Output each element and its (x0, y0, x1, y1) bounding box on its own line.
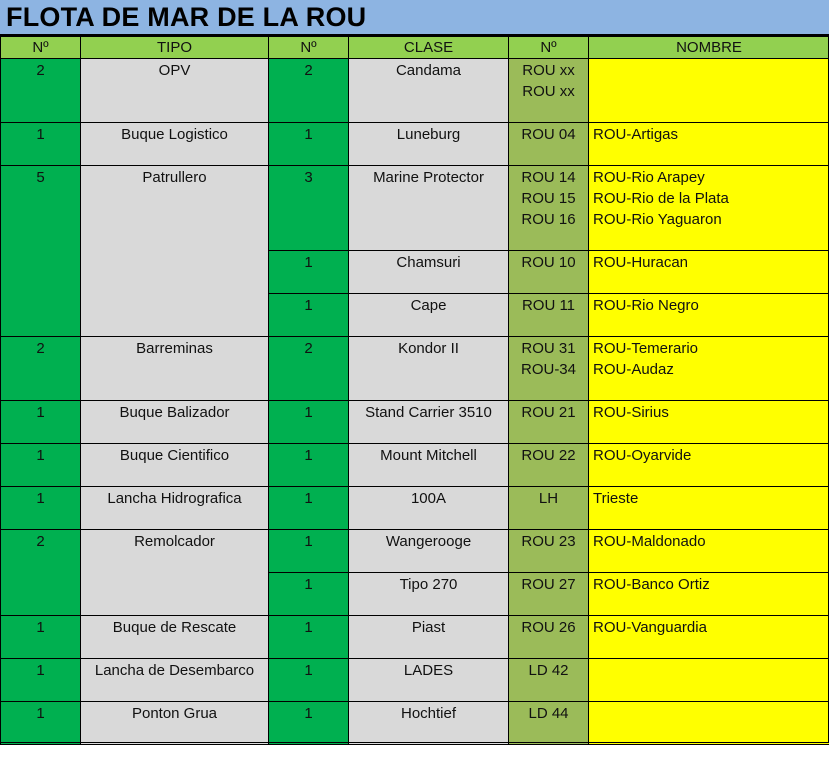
header-hull-number[interactable] (508, 36, 589, 59)
type-name[interactable] (80, 400, 269, 444)
class-count[interactable] (268, 293, 349, 337)
ship-name-text: ROU-Sirius (593, 404, 669, 421)
class-name[interactable] (348, 336, 509, 401)
hull-number[interactable] (508, 400, 589, 444)
ship-name-text: ROU-Vanguardia (593, 619, 707, 636)
ship-name-text: ROU-Banco Ortiz (593, 576, 710, 593)
class-count[interactable] (268, 486, 349, 530)
ship-name[interactable] (588, 658, 829, 702)
ship-name-text: ROU-Rio Negro (593, 297, 699, 314)
class-count[interactable] (268, 400, 349, 444)
hull-number-text: ROU 26 (521, 619, 576, 636)
type-name[interactable] (80, 165, 269, 337)
class-name-text: Stand Carrier 3510 (365, 404, 492, 421)
hull-number[interactable] (508, 572, 589, 616)
class-count-text: 1 (304, 619, 313, 636)
class-name-text: Marine Protector (373, 169, 484, 186)
class-count[interactable] (268, 529, 349, 573)
ship-name[interactable] (588, 58, 829, 123)
type-count[interactable] (0, 658, 81, 702)
ship-name[interactable] (588, 701, 829, 745)
class-name[interactable] (348, 572, 509, 616)
ship-name[interactable] (588, 443, 829, 487)
type-name-text: Buque Logistico (121, 126, 228, 143)
class-name-text: LADES (403, 662, 454, 679)
type-name[interactable] (80, 486, 269, 530)
class-name[interactable] (348, 293, 509, 337)
ship-name[interactable] (588, 529, 829, 573)
ship-name[interactable] (588, 165, 829, 251)
hull-number[interactable] (508, 701, 589, 745)
class-name[interactable] (348, 615, 509, 659)
ship-name[interactable] (588, 486, 829, 530)
type-name[interactable] (80, 443, 269, 487)
header-tipo-text: TIPO (156, 39, 192, 56)
hull-number-text: ROU xx (522, 62, 575, 79)
hull-number[interactable] (508, 658, 589, 702)
ship-name-text: ROU-Artigas (593, 126, 679, 143)
class-count[interactable] (268, 443, 349, 487)
ship-name[interactable] (588, 572, 829, 616)
hull-number-text: ROU 23 (521, 533, 576, 550)
class-name-text: Candama (395, 62, 462, 79)
class-name[interactable] (348, 529, 509, 573)
class-count[interactable] (268, 250, 349, 294)
class-name-text: Kondor II (398, 340, 459, 357)
class-count-text: 1 (304, 126, 313, 143)
hull-number[interactable] (508, 336, 589, 401)
class-name-text: Wangerooge (385, 533, 472, 550)
ship-name-text: ROU-Rio Yaguaron (593, 211, 722, 228)
header-count-type-text: Nº (32, 39, 49, 56)
class-name-text: Cape (410, 297, 447, 314)
class-count[interactable] (268, 165, 349, 251)
type-name-text: Buque de Rescate (112, 619, 237, 636)
class-count[interactable] (268, 572, 349, 616)
type-count[interactable] (0, 400, 81, 444)
type-name-text: Remolcador (134, 533, 215, 550)
class-name-text: Hochtief (400, 705, 457, 722)
ship-name-text: ROU-Audaz (593, 361, 674, 378)
hull-number[interactable] (508, 486, 589, 530)
class-count-text: 1 (304, 297, 313, 314)
hull-number-text: ROU 10 (521, 254, 576, 271)
class-name-text: Chamsuri (396, 254, 461, 271)
ship-name[interactable] (588, 615, 829, 659)
class-count-text: 1 (304, 533, 313, 550)
class-name-text: Tipo 270 (399, 576, 458, 593)
header-clase[interactable] (348, 36, 509, 59)
type-name-text: OPV (158, 62, 191, 79)
ship-name-text: ROU-Huracan (593, 254, 689, 271)
type-count[interactable] (0, 122, 81, 166)
class-name-text: Piast (411, 619, 446, 636)
hull-number[interactable] (508, 165, 589, 251)
type-count-text: 1 (36, 447, 45, 464)
type-name[interactable] (80, 615, 269, 659)
type-name-text: Buque Cientifico (119, 447, 230, 464)
class-name[interactable] (348, 658, 509, 702)
type-count-text: 1 (36, 490, 45, 507)
class-count-text: 1 (304, 490, 313, 507)
type-name[interactable] (80, 58, 269, 123)
class-count[interactable] (268, 336, 349, 401)
type-count-text: 1 (36, 126, 45, 143)
class-count-text: 3 (304, 169, 313, 186)
class-count-text: 1 (304, 576, 313, 593)
type-count[interactable] (0, 443, 81, 487)
ship-name[interactable] (588, 122, 829, 166)
type-count-text: 2 (36, 340, 45, 357)
type-count-text: 5 (36, 169, 45, 186)
class-count-text: 1 (304, 662, 313, 679)
ship-name-text: Trieste (593, 490, 639, 507)
class-name[interactable] (348, 165, 509, 251)
header-ship-name-text: NOMBRE (676, 39, 742, 56)
class-name[interactable] (348, 58, 509, 123)
class-name-text: Mount Mitchell (380, 447, 477, 464)
class-name-text: 100A (410, 490, 447, 507)
sheet-title: FLOTA DE MAR DE LA ROU (6, 2, 367, 32)
class-count[interactable] (268, 615, 349, 659)
type-name-text: Barreminas (136, 340, 213, 357)
header-ship-name[interactable] (588, 36, 829, 59)
hull-number[interactable] (508, 250, 589, 294)
class-count-text: 1 (304, 254, 313, 271)
hull-number-text: LD 42 (528, 662, 569, 679)
type-name-text: Ponton Grua (131, 705, 218, 722)
hull-number-text: LD 44 (528, 705, 569, 722)
hull-number-text: ROU 22 (521, 447, 576, 464)
hull-number-text: ROU 04 (521, 126, 576, 143)
class-count-text: 2 (304, 62, 313, 79)
ship-name-text: ROU-Oyarvide (593, 447, 692, 464)
type-count[interactable] (0, 615, 81, 659)
type-count[interactable] (0, 486, 81, 530)
class-count-text: 1 (304, 404, 313, 421)
type-count-text: 1 (36, 619, 45, 636)
class-name[interactable] (348, 701, 509, 745)
header-hull-number-text: Nº (540, 39, 557, 56)
type-count-text: 2 (36, 533, 45, 550)
hull-number[interactable] (508, 293, 589, 337)
type-name-text: Buque Balizador (119, 404, 230, 421)
ship-name[interactable] (588, 400, 829, 444)
class-count[interactable] (268, 58, 349, 123)
type-count[interactable] (0, 165, 81, 337)
class-count-text: 1 (304, 447, 313, 464)
type-name[interactable] (80, 122, 269, 166)
hull-number-text: ROU 27 (521, 576, 576, 593)
header-count-class[interactable] (268, 36, 349, 59)
hull-number-text: ROU xx (522, 83, 575, 100)
ship-name-text: ROU-Rio Arapey (593, 169, 705, 186)
type-name[interactable] (80, 658, 269, 702)
header-count-type[interactable] (0, 36, 81, 59)
header-clase-text: CLASE (403, 39, 454, 56)
ship-name[interactable] (588, 336, 829, 401)
type-count-text: 1 (36, 662, 45, 679)
type-count[interactable] (0, 701, 81, 745)
hull-number[interactable] (508, 122, 589, 166)
type-count-text: 1 (36, 705, 45, 722)
class-count[interactable] (268, 122, 349, 166)
class-name[interactable] (348, 486, 509, 530)
hull-number-text: LH (538, 490, 559, 507)
ship-name-text: ROU-Temerario (593, 340, 699, 357)
type-name-text: Lancha de Desembarco (94, 662, 255, 679)
type-count[interactable] (0, 336, 81, 401)
class-name[interactable] (348, 443, 509, 487)
class-name-text: Luneburg (396, 126, 461, 143)
type-name[interactable] (80, 336, 269, 401)
hull-number[interactable] (508, 529, 589, 573)
sheet-title-bar (0, 0, 829, 36)
hull-number-text: ROU 11 (521, 297, 576, 314)
ship-name-text: ROU-Maldonado (593, 533, 706, 550)
hull-number[interactable] (508, 615, 589, 659)
hull-number-text: ROU 14 (521, 169, 576, 186)
type-name-text: Patrullero (142, 169, 207, 186)
class-count-text: 2 (304, 340, 313, 357)
hull-number-text: ROU 31 (521, 340, 576, 357)
type-count[interactable] (0, 58, 81, 123)
ship-name[interactable] (588, 293, 829, 337)
ship-name[interactable] (588, 250, 829, 294)
class-count[interactable] (268, 701, 349, 745)
type-count[interactable] (0, 529, 81, 616)
hull-number-text: ROU 15 (521, 190, 576, 207)
hull-number[interactable] (508, 58, 589, 123)
type-name-text: Lancha Hidrografica (107, 490, 242, 507)
class-name[interactable] (348, 400, 509, 444)
ship-name-text: ROU-Rio de la Plata (593, 190, 729, 207)
hull-number-text: ROU 21 (521, 404, 576, 421)
hull-number-text: ROU-34 (520, 361, 576, 378)
header-count-class-text: Nº (300, 39, 317, 56)
hull-number-text: ROU 16 (521, 211, 576, 228)
type-count-text: 2 (36, 62, 45, 79)
type-name[interactable] (80, 529, 269, 616)
class-name[interactable] (348, 250, 509, 294)
class-count-text: 1 (304, 705, 313, 722)
hull-number[interactable] (508, 443, 589, 487)
class-count[interactable] (268, 658, 349, 702)
type-count-text: 1 (36, 404, 45, 421)
type-name[interactable] (80, 701, 269, 745)
class-name[interactable] (348, 122, 509, 166)
header-tipo[interactable] (80, 36, 269, 59)
